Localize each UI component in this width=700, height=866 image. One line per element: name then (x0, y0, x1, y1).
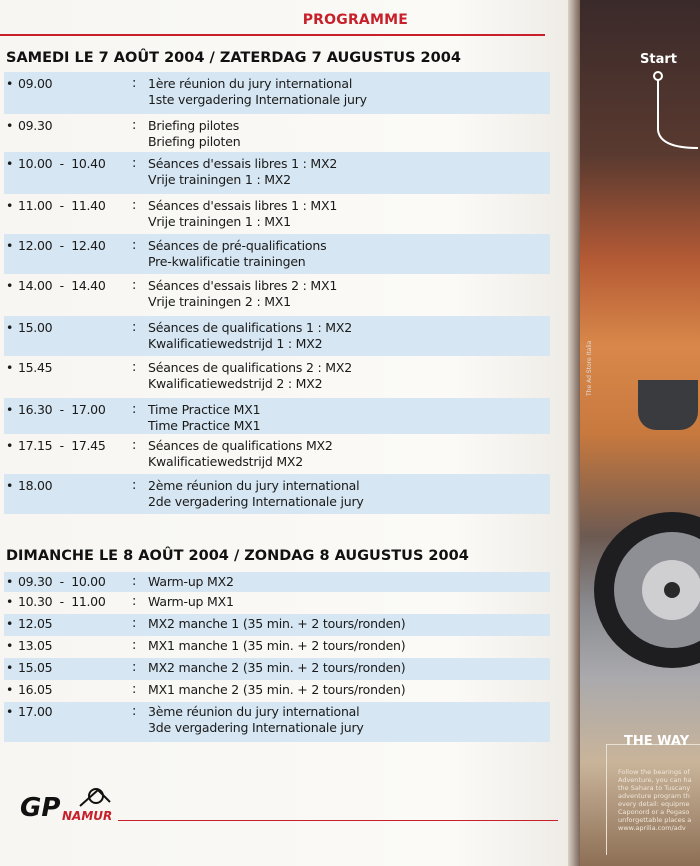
saturday-slot-separator: : (132, 118, 137, 133)
saturday-slot-time (4, 156, 132, 171)
saturday-slot-time-value: 14.00 - 14.40 (18, 278, 106, 293)
sunday-heading: DIMANCHE LE 8 AOÛT 2004 / ZONDAG 8 AUGUSTUS 2004 (6, 548, 469, 564)
saturday-slot-time (4, 198, 132, 213)
saturday-slot-time (4, 238, 132, 253)
saturday-slot-description-fr: Séances d'essais libres 1 : MX1 (148, 198, 338, 213)
bullet-icon: • (6, 660, 14, 675)
saturday-slot-time-value: 09.00 (18, 76, 53, 91)
saturday-slot-description-fr: Time Practice MX1 (148, 402, 261, 417)
saturday-slot-time-value: 10.00 - 10.40 (18, 156, 106, 171)
saturday-slot-time (4, 76, 132, 91)
sunday-slot-description-nl: 3de vergadering Internationale jury (148, 720, 364, 735)
sunday-slot-row (4, 614, 550, 636)
sunday-slot-separator: : (132, 682, 137, 697)
saturday-slot-description (148, 156, 550, 188)
sunday-slot-description (148, 616, 550, 632)
sunday-slot-time (4, 638, 132, 653)
saturday-slot-description-fr: Séances de qualifications MX2 (148, 438, 333, 453)
sunday-slot-row (4, 658, 550, 680)
sunday-slot-time (4, 704, 132, 719)
saturday-slot-time (4, 320, 132, 335)
saturday-slot-row (4, 152, 550, 194)
saturday-slot-row (4, 234, 550, 274)
page-spine (568, 0, 580, 866)
saturday-slot-description (148, 402, 550, 434)
saturday-slot-description-nl: Vrije trainingen 1 : MX1 (148, 214, 291, 229)
saturday-slot-separator: : (132, 478, 137, 493)
svg-text:NAMUR: NAMUR (62, 809, 113, 823)
saturday-slot-separator: : (132, 402, 137, 417)
bullet-icon: • (6, 682, 14, 697)
bullet-icon: • (6, 76, 14, 91)
saturday-slot-description-nl: Kwalificatiewedstrijd 2 : MX2 (148, 376, 323, 391)
motorcycle-ad-photo (568, 0, 700, 866)
sunday-slot-description-fr: Warm-up MX1 (148, 594, 234, 609)
sunday-slot-time (4, 594, 132, 609)
sunday-slot-description (148, 704, 550, 736)
sunday-slot-time (4, 616, 132, 631)
sunday-slot-row (4, 572, 550, 592)
saturday-slot-time-value: 15.00 (18, 320, 53, 335)
sunday-slot-row (4, 702, 550, 742)
ad-text: Follow the bearings of Adventure, you can ha the Sahara to Tuscany adventure program th every detail: equipme Caponord or a Pegaso unforgettable places a www.aprilia.com/adv (618, 768, 692, 832)
sunday-slot-separator: : (132, 574, 137, 589)
sunday-slot-time (4, 574, 132, 589)
sunday-slot-time-value: 17.00 (18, 704, 53, 719)
saturday-slot-description-fr: Séances de qualifications 1 : MX2 (148, 320, 352, 335)
sunday-slot-row (4, 680, 550, 702)
saturday-slot-separator: : (132, 278, 137, 293)
sunday-slot-description-fr: MX1 manche 1 (35 min. + 2 tours/ronden) (148, 638, 406, 653)
saturday-slot-description-nl: 1ste vergadering Internationale jury (148, 92, 367, 107)
sunday-slot-time-value: 12.05 (18, 616, 53, 631)
bullet-icon: • (6, 360, 14, 375)
saturday-slot-row (4, 356, 550, 398)
saturday-slot-time (4, 118, 132, 133)
sunday-slot-time-value: 13.05 (18, 638, 53, 653)
ad-title: THE WAY (624, 734, 690, 749)
bullet-icon: • (6, 320, 14, 335)
sunday-slot-row (4, 592, 550, 614)
saturday-slot-time (4, 438, 132, 453)
sunday-slot-description (148, 594, 550, 610)
sunday-slot-separator: : (132, 638, 137, 653)
bullet-icon: • (6, 238, 14, 253)
saturday-slot-separator: : (132, 156, 137, 171)
sunday-slot-description (148, 682, 550, 698)
saturday-slot-description (148, 478, 550, 510)
saturday-slot-description-nl: Briefing piloten (148, 134, 241, 149)
saturday-slot-separator: : (132, 76, 137, 91)
saturday-slot-time-value: 12.00 - 12.40 (18, 238, 106, 253)
saturday-slot-description (148, 438, 550, 470)
bullet-icon: • (6, 118, 14, 133)
photo-credit: The Ad Store Italia (586, 340, 593, 396)
saturday-slot-time-value: 15.45 (18, 360, 53, 375)
saturday-heading: SAMEDI LE 7 AOÛT 2004 / ZATERDAG 7 AUGUSTUS 2004 (6, 50, 461, 66)
sunday-slot-time-value: 09.30 - 10.00 (18, 574, 106, 589)
saturday-slot-description-fr: 2ème réunion du jury international (148, 478, 360, 493)
saturday-slot-separator: : (132, 360, 137, 375)
saturday-slot-row (4, 194, 550, 234)
saturday-slot-separator: : (132, 238, 137, 253)
saturday-slot-description (148, 320, 550, 352)
saturday-slot-time-value: 16.30 - 17.00 (18, 402, 106, 417)
bullet-icon: • (6, 278, 14, 293)
saturday-slot-separator: : (132, 198, 137, 213)
saturday-slot-row (4, 72, 550, 114)
motorcycle-wheel-icon (592, 380, 700, 720)
saturday-slot-description-nl: Pre-kwalificatie trainingen (148, 254, 306, 269)
saturday-slot-description-fr: 1ère réunion du jury international (148, 76, 353, 91)
bullet-icon: • (6, 704, 14, 719)
saturday-slot-description-nl: Kwalificatiewedstrijd MX2 (148, 454, 304, 469)
saturday-slot-time-value: 11.00 - 11.40 (18, 198, 106, 213)
sunday-slot-description (148, 574, 550, 590)
bullet-icon: • (6, 616, 14, 631)
bullet-icon: • (6, 574, 14, 589)
bullet-icon: • (6, 156, 14, 171)
sunday-slot-description-fr: Warm-up MX2 (148, 574, 234, 589)
saturday-slot-separator: : (132, 320, 137, 335)
sunday-slot-description-fr: MX2 manche 1 (35 min. + 2 tours/ronden) (148, 616, 406, 631)
saturday-slot-time (4, 402, 132, 417)
saturday-slot-time-value: 18.00 (18, 478, 53, 493)
sunday-slot-separator: : (132, 594, 137, 609)
saturday-slot-description-fr: Séances de pré-qualifications (148, 238, 327, 253)
saturday-slot-row (4, 398, 550, 434)
saturday-slot-time (4, 478, 132, 493)
saturday-slot-description-fr: Séances d'essais libres 2 : MX1 (148, 278, 338, 293)
bullet-icon: • (6, 198, 14, 213)
sunday-slot-description (148, 638, 550, 654)
sunday-schedule (4, 572, 550, 742)
saturday-slot-description-fr: Séances de qualifications 2 : MX2 (148, 360, 352, 375)
saturday-slot-description-nl: Kwalificatiewedstrijd 1 : MX2 (148, 336, 323, 351)
sunday-slot-time-value: 15.05 (18, 660, 53, 675)
sunday-slot-time (4, 660, 132, 675)
saturday-slot-time (4, 360, 132, 375)
route-line-icon (648, 70, 700, 150)
saturday-slot-description-nl: Vrije trainingen 1 : MX2 (148, 172, 291, 187)
header-divider (0, 34, 545, 36)
bullet-icon: • (6, 478, 14, 493)
sunday-slot-description-fr: 3ème réunion du jury international (148, 704, 360, 719)
svg-text:GP: GP (20, 793, 61, 823)
saturday-slot-description-nl: Vrije trainingen 2 : MX1 (148, 294, 291, 309)
sunday-slot-row (4, 636, 550, 658)
saturday-slot-row (4, 114, 550, 152)
saturday-schedule (4, 72, 550, 514)
saturday-slot-description (148, 238, 550, 270)
start-label: Start (640, 52, 677, 67)
saturday-slot-description (148, 118, 550, 150)
footer-divider (118, 820, 558, 821)
sunday-slot-separator: : (132, 704, 137, 719)
saturday-slot-description (148, 76, 550, 108)
saturday-slot-separator: : (132, 438, 137, 453)
saturday-slot-description-nl: Time Practice MX1 (148, 418, 261, 433)
sunday-slot-description-fr: MX2 manche 2 (35 min. + 2 tours/ronden) (148, 660, 406, 675)
sunday-slot-time-value: 10.30 - 11.00 (18, 594, 106, 609)
saturday-slot-description-nl: 2de vergadering Internationale jury (148, 494, 364, 509)
saturday-slot-row (4, 316, 550, 356)
bullet-icon: • (6, 594, 14, 609)
saturday-slot-time-value: 09.30 (18, 118, 53, 133)
gp-namur-logo (18, 784, 118, 828)
sunday-slot-separator: : (132, 616, 137, 631)
saturday-slot-row (4, 274, 550, 316)
sunday-slot-description-fr: MX1 manche 2 (35 min. + 2 tours/ronden) (148, 682, 406, 697)
saturday-slot-time (4, 278, 132, 293)
bullet-icon: • (6, 402, 14, 417)
saturday-slot-description (148, 278, 550, 310)
page-title: PROGRAMME (302, 12, 408, 28)
sunday-slot-separator: : (132, 660, 137, 675)
saturday-slot-row (4, 474, 550, 514)
saturday-slot-time-value: 17.15 - 17.45 (18, 438, 106, 453)
bullet-icon: • (6, 638, 14, 653)
saturday-slot-description-fr: Briefing pilotes (148, 118, 240, 133)
saturday-slot-description-fr: Séances d'essais libres 1 : MX2 (148, 156, 338, 171)
saturday-slot-description (148, 198, 550, 230)
saturday-slot-row (4, 434, 550, 474)
sunday-slot-time-value: 16.05 (18, 682, 53, 697)
bullet-icon: • (6, 438, 14, 453)
sunday-slot-time (4, 682, 132, 697)
saturday-slot-description (148, 360, 550, 392)
sunday-slot-description (148, 660, 550, 676)
